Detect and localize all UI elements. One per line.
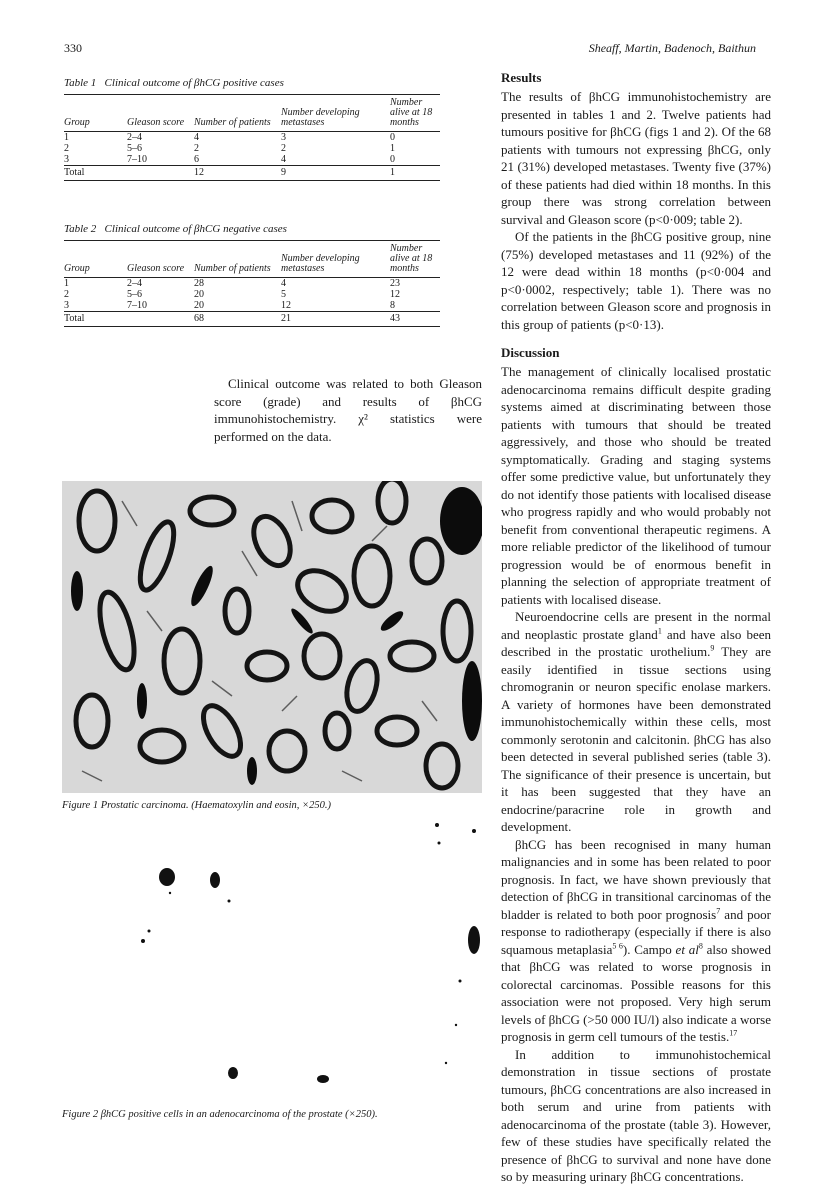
col-header-metastases: Number developing metastases bbox=[281, 107, 360, 128]
text-run: ). Campo bbox=[622, 941, 676, 957]
text-run: Neuroendocrine cells are present in the normal and neoplastic prostate gland bbox=[501, 609, 771, 642]
table1-label: Table 1 bbox=[64, 77, 97, 89]
table-cell: 0 bbox=[390, 154, 395, 165]
figure2-image bbox=[62, 813, 482, 1103]
table2-title: Clinical outcome of βhCG negative cases bbox=[104, 223, 287, 235]
table-total-row bbox=[64, 312, 440, 327]
table1-title: Clinical outcome of βhCG positive cases bbox=[104, 77, 284, 89]
paragraph: The management of clinically localised prostatic adenocarcinoma remains difficult despite grading systems aimed at discriminating between those patients with tumours that should be treated aggressively, and those who should be treated symptomatically. Grading and staging systems offer some predictive value, but unfortunately they do not identify those patients with localised disease who progress rapidly and who would probably not benefit from conventional therapeutic regimens. A more reliable predictor of the likelihood of tumour progression would be of enormous benefit in planning the selection of appropriate treatment of patients with localised disease. bbox=[501, 364, 771, 607]
text-run: and poor response to radiotherapy (especially if there is also squamous metaplasia bbox=[501, 906, 771, 957]
table-cell: 1 bbox=[390, 143, 395, 154]
figure2-micrograph bbox=[62, 813, 482, 1103]
table-cell: 4 bbox=[194, 132, 199, 143]
table-cell bbox=[127, 312, 194, 327]
citation: 8 bbox=[698, 941, 703, 951]
col-header-group: Group bbox=[64, 117, 90, 128]
col-header-gleason: Gleason score bbox=[127, 263, 185, 274]
table-row bbox=[64, 132, 440, 144]
paragraph bbox=[501, 608, 771, 836]
col-header-alive: Number alive at 18 months bbox=[390, 97, 433, 128]
paragraph: The results of βhCG immunohistochemistry are presented in tables 1 and 2. Twelve patients had tumours positive for βhCG (figs 1 and 2). Of the 68 patients with tumours not expressing βhCG, only 21 (31%) developed metastases. Twenty five (37%) of these patients had died within 18 months. In this group there was strong correlation between survival and Gleason score (p<0·009; table 2). bbox=[501, 89, 771, 227]
table-cell bbox=[127, 166, 194, 181]
table-cell: 12 bbox=[390, 289, 400, 300]
table-cell: 2–4 bbox=[127, 132, 142, 143]
table1 bbox=[64, 94, 440, 181]
figure1-caption: Figure 1 Prostatic carcinoma. (Haematoxylin and eosin, ×250.) bbox=[62, 800, 331, 811]
paragraph: Of the patients in the βhCG positive group, nine (75%) developed metastases and 11 (92%) of the 12 were dead within 18 months (p<0·004 and p<0·0002, respectively; table 1). There was no correlation between Gleason score and prognosis in this group of patients (p<0·13). bbox=[501, 229, 771, 332]
table-cell: 12 bbox=[281, 300, 291, 311]
text-run: et al bbox=[675, 941, 699, 957]
running-header-authors: Sheaff, Martin, Badenoch, Baithun bbox=[588, 41, 756, 55]
discussion-heading: Discussion bbox=[501, 345, 560, 360]
figure2-caption: Figure 2 βhCG positive cells in an adenocarcinoma of the prostate (×250). bbox=[62, 1109, 378, 1120]
table-cell: 5 bbox=[281, 289, 286, 300]
col-header-alive: Number alive at 18 months bbox=[390, 243, 433, 274]
table-cell: 3 bbox=[281, 132, 286, 143]
table-cell: 1 bbox=[64, 278, 69, 289]
table-row bbox=[64, 278, 440, 290]
table-cell: 6 bbox=[194, 154, 199, 165]
table-header-row bbox=[64, 95, 440, 132]
table-cell: 8 bbox=[390, 300, 395, 311]
citation: 9 bbox=[710, 643, 715, 653]
col-header-gleason: Gleason score bbox=[127, 117, 185, 128]
table-cell: 43 bbox=[390, 313, 400, 324]
col-header-group: Group bbox=[64, 263, 90, 274]
table2-caption bbox=[64, 223, 287, 235]
table1-caption bbox=[64, 77, 284, 89]
table2-label: Table 2 bbox=[64, 223, 97, 235]
discussion-section bbox=[501, 363, 771, 1186]
text-run: and have also been described in the prostatic urothelium. bbox=[501, 626, 771, 659]
table-cell: 2 bbox=[64, 289, 69, 300]
citation: 1 bbox=[657, 626, 662, 636]
table-cell: 5–6 bbox=[127, 143, 142, 154]
text-run: also showed that βhCG was related to worse prognosis in colorectal carcinomas. Possible reasons for this association were not proposed. Very high serum levels of βhCG (>50 000 IU/l) also indicate a worse prognosis in germ cell tumours of the testis. bbox=[501, 941, 771, 1044]
table-cell: 20 bbox=[194, 289, 204, 300]
table-cell: 3 bbox=[64, 154, 69, 165]
table2 bbox=[64, 240, 440, 327]
table-cell: 7–10 bbox=[127, 154, 147, 165]
page-number: 330 bbox=[64, 41, 82, 55]
table-cell: 3 bbox=[64, 300, 69, 311]
table-cell: 7–10 bbox=[127, 300, 147, 311]
results-section bbox=[501, 88, 771, 333]
figure1-image bbox=[62, 481, 482, 793]
paragraph: In addition to immunohistochemical demonstration in tissue sections of prostate tumours, βhCG concentrations are also increased in both serum and urine from patients with adenocarcinoma of the prostate (table 3). However, few of these studies have specifically related the presence of βhCG to survival and none have done so by measuring urinary βhCG concentrations. bbox=[501, 1046, 771, 1184]
table-cell: 2 bbox=[64, 143, 69, 154]
methods-paragraph bbox=[214, 375, 482, 445]
paragraph bbox=[501, 836, 771, 1046]
table-cell: 1 bbox=[390, 167, 395, 178]
col-header-patients: Number of patients bbox=[194, 117, 271, 128]
table-row bbox=[64, 300, 440, 312]
table-total-row bbox=[64, 166, 440, 181]
table-cell: 12 bbox=[194, 167, 204, 178]
col-header-patients: Number of patients bbox=[194, 263, 271, 274]
col-header-metastases: Number developing metastases bbox=[281, 253, 360, 274]
text-run: They are easily identified in tissue sections using chromogranin or neuron specific enolase markers. A variety of hormones have been demonstrated immunohistochemically within these cells, most commonly serotonin and calcitonin. βhCG has also been detected in several published series (table 3). The significance of their presence is uncertain, but it has been suggested that they have an endocrine/paracrine role in growth and development. bbox=[501, 644, 771, 834]
table-cell: 9 bbox=[281, 167, 286, 178]
table-cell: 2 bbox=[194, 143, 199, 154]
table-cell: 1 bbox=[64, 132, 69, 143]
table-row bbox=[64, 143, 440, 154]
table-cell: 2–4 bbox=[127, 278, 142, 289]
table-cell: 20 bbox=[194, 300, 204, 311]
table-cell: 4 bbox=[281, 154, 286, 165]
citation: 7 bbox=[716, 906, 721, 916]
table-cell: 28 bbox=[194, 278, 204, 289]
table-cell: Total bbox=[64, 313, 85, 324]
table-cell: 5–6 bbox=[127, 289, 142, 300]
paragraph: Clinical outcome was related to both Gleason score (grade) and results of βhCG immunohistochemistry. χ² statistics were performed on the data. bbox=[214, 376, 482, 444]
table-cell: 4 bbox=[281, 278, 286, 289]
table-cell: 0 bbox=[390, 132, 395, 143]
table-row bbox=[64, 154, 440, 166]
citation: 5 6 bbox=[612, 941, 623, 951]
table-header-row bbox=[64, 241, 440, 278]
table-cell: Total bbox=[64, 167, 85, 178]
text-run: βhCG has been recognised in many human malignancies and in some has been related to poor prognosis. In fact, we have shown previously that detection of βhCG in transitional carcinomas of the bladder is related to both poor prognosis bbox=[501, 836, 771, 922]
table-cell: 68 bbox=[194, 313, 204, 324]
figure1-micrograph bbox=[62, 481, 482, 793]
table-cell: 21 bbox=[281, 313, 291, 324]
table-row bbox=[64, 289, 440, 300]
results-heading: Results bbox=[501, 70, 542, 85]
citation: 17 bbox=[729, 1028, 738, 1038]
table-cell: 2 bbox=[281, 143, 286, 154]
table-cell: 23 bbox=[390, 278, 400, 289]
